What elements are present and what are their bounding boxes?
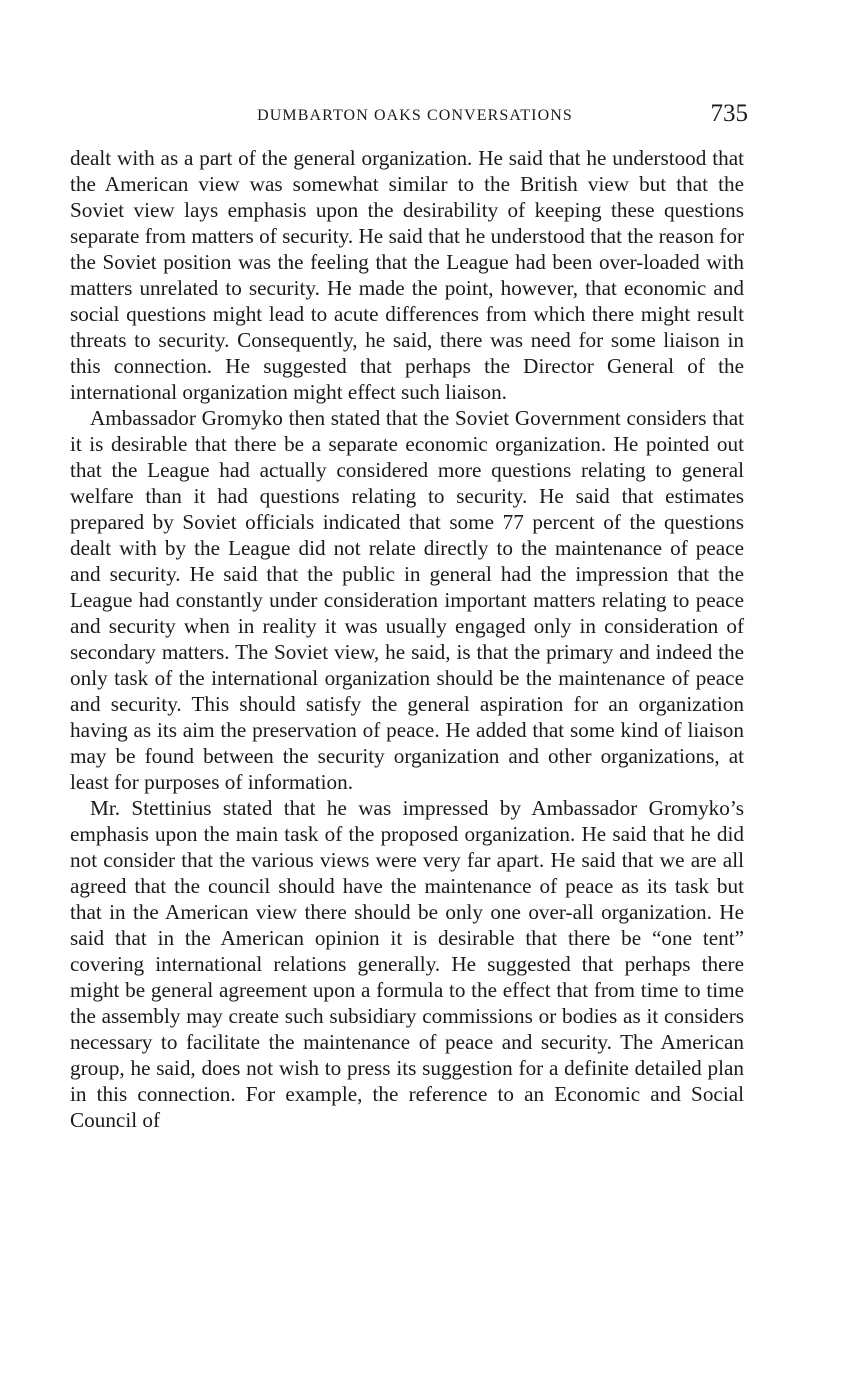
body-text bbox=[70, 145, 744, 1133]
paragraph-gromyko-statement: Ambassador Gromyko then stated that the Soviet Government considers that it is desirable that there be a separate economic organization. He pointed out that the League had actually considered more questions relating to general welfare than it had questions relating to security. He said that estimates prepared by Soviet officials indicated that some 77 percent of the questions dealt with by the League did not relate directly to the maintenance of peace and security. He said that the public in general had the impression that the League had constantly under consideration important matters relating to peace and security when in reality it was usually engaged only in consideration of secondary matters. The Soviet view, he said, is that the primary and indeed the only task of the international organization should be the maintenance of peace and security. This should satisfy the general aspiration for an organization having as its aim the preservation of peace. He added that some kind of liaison may be found between the security organization and other organizations, at least for purposes of information. bbox=[70, 406, 744, 794]
paragraph-continuation: dealt with as a part of the general organization. He said that he understood that the American view was somewhat similar to the British view but that the Soviet view lays emphasis upon the desirability of keeping these questions separate from matters of security. He said that he understood that the reason for the Soviet position was the feeling that the League had been over-loaded with matters unrelated to security. He made the point, however, that economic and social questions might lead to acute differences from which there might result threats to security. Consequently, he said, there was need for some liaison in this connection. He suggested that perhaps the Director General of the international organization might effect such liaison. bbox=[70, 146, 744, 404]
page-number: 735 bbox=[710, 100, 748, 127]
paragraph-stettinius-statement: Mr. Stettinius stated that he was impressed by Ambassador Gromyko’s emphasis upon the main task of the proposed organization. He said that he did not consider that the various views were very far apart. He said that we are all agreed that the council should have the maintenance of peace as its task but that in the American view there should be only one over-all organization. He said that in the American opinion it is desirable that there be “one tent” covering international relations generally. He suggested that perhaps there might be general agreement upon a formula to the effect that from time to time the assembly may create such subsidiary commissions or bodies as it considers necessary to facilitate the maintenance of peace and security. The American group, he said, does not wish to press its suggestion for a definite detailed plan in this connection. For example, the reference to an Economic and Social Council of bbox=[70, 796, 744, 1132]
running-head bbox=[70, 100, 748, 134]
running-title: DUMBARTON OAKS CONVERSATIONS bbox=[257, 107, 573, 124]
